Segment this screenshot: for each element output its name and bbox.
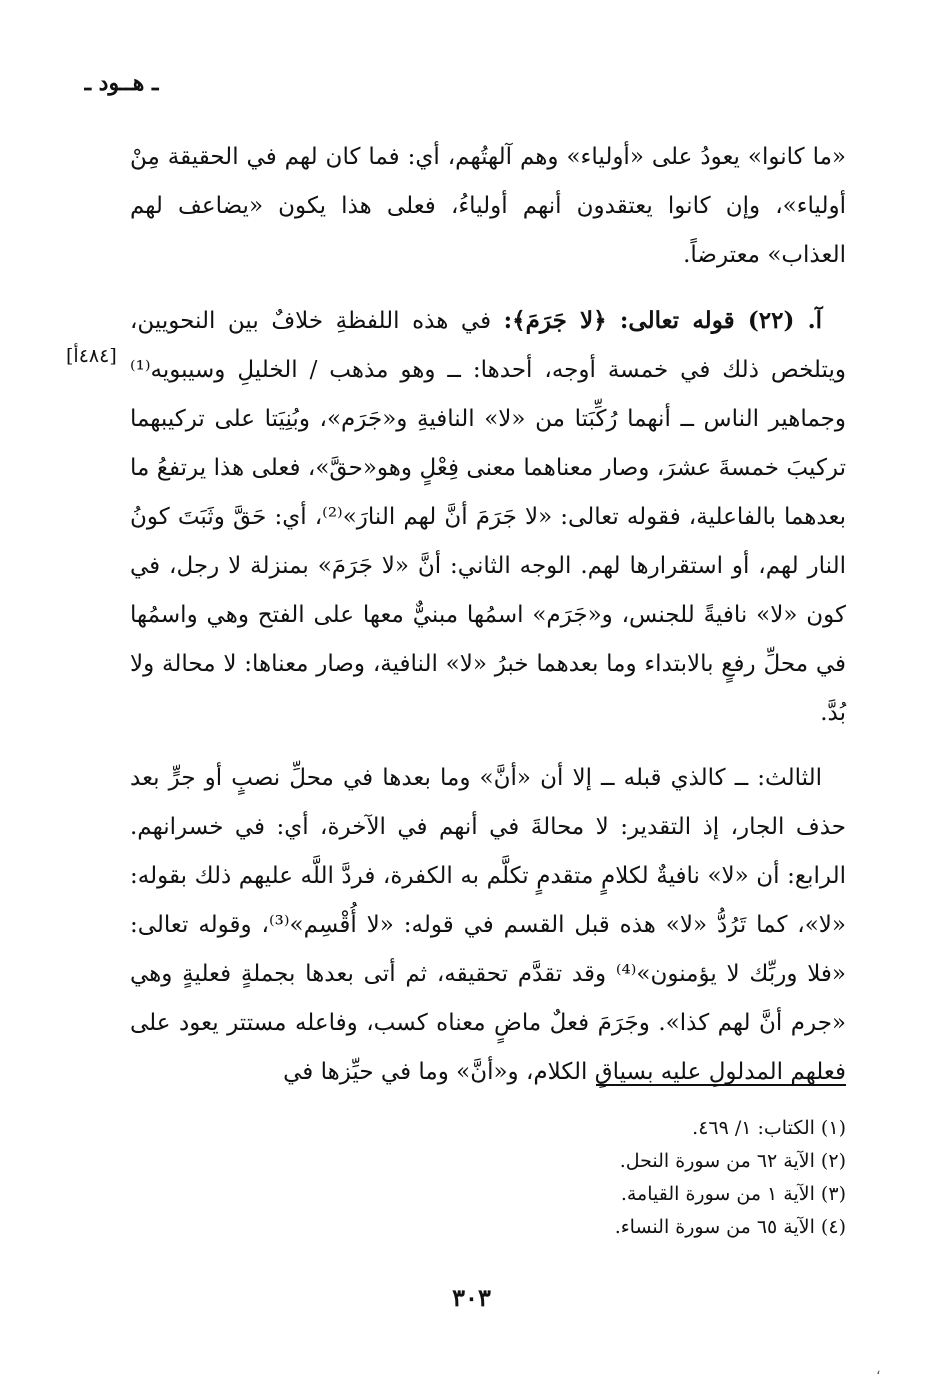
footnote-2: (٢) الآية ٦٢ من سورة النحل.: [619, 1150, 846, 1172]
paragraph-1: «ما كانوا» يعودُ على «أولياء» وهم آلهتُهم، أي: فما كان لهم في الحقيقة مِنْ أولياء»، وإن كانوا يعتقدون أنهم أولياءُ، فعلى هذا يكون «يضاعف لهم العذاب» معترضاً.: [130, 144, 846, 268]
footnote-3: (٣) الآية ١ من سورة القيامة.: [620, 1183, 846, 1205]
footnote-4: (٤) الآية ٦٥ من سورة النساء.: [614, 1216, 846, 1238]
running-header: ـ هــود ـ: [84, 70, 159, 96]
footnote-1: (١) الكتاب: ١/ ٤٦٩.: [692, 1117, 846, 1139]
corner-mark: ،: [876, 1362, 881, 1378]
verse-heading: آ. (٢٢) قوله تعالى: ﴿لا جَرَمَ﴾:: [503, 307, 823, 334]
paragraph-3: الثالث: ــ كالذي قبله ــ إلا أن «أنَّ» وما بعدها في محلِّ نصبٍ أو جرٍّ بعد حذف الجار، إذ التقدير: لا محالةَ في أنهم في الآخرة، أي: في خسرانهم. الرابع: أن «لا» نافيةٌ لكلامٍ متقدمٍ تكلَّم به الكفرة، فردَّ اللَّه عليهم ذلك بقوله: «لا»، كما تَرُدُّ «لا» هذه قبل القسم في قوله: «لا أُقْسِم»⁽³⁾، وقوله تعالى: «فلا وربِّك لا يؤمنون»⁽⁴⁾ وقد تقدَّم تحقيقه، ثم أتى بعدها بجملةٍ فعليةٍ وهي «جرم أنَّ لهم كذا». وجَرَمَ فعلٌ ماضٍ معناه كسب، وفاعله مستتر يعود على فعلهم المدلولِ عليه بسياقِ الكلام، و«أنَّ» وما في حيِّزها في: [130, 765, 846, 1085]
manuscript-folio-note: [٤٨٤أ]: [66, 345, 117, 367]
footnote-separator: [596, 1084, 846, 1086]
page-number: ٣٠٣: [452, 1283, 491, 1312]
footnotes: [430, 1112, 846, 1244]
paragraph-2-text: في هذه اللفظةِ خلافٌ بين النحويين، ويتلخص ذلك في خمسة أوجه، أحدها: ــ وهو مذهب / الخليلِ وسيبويه⁽¹⁾ وجماهير الناس ــ أنهما رُكِّبَتا من «لا» النافيةِ و«جَرَم»، وبُنِيَتا على تركيبهما تركيبَ خمسةَ عشرَ، وصار معناهما معنى فِعْلٍ وهو«حقَّ»، فعلى هذا يرتفعُ ما بعدهما بالفاعلية، فقوله تعالى: «لا جَرَمَ أنَّ لهم النارَ»⁽²⁾، أي: حَقَّ وثَبَتَ كونُ النار لهم، أو استقرارها لهم. الوجه الثاني: أنَّ «لا جَرَمَ» بمنزلة لا رجل، في كون «لا» نافيةً للجنس، و«جَرَم» اسمُها مبنيٌّ معها على الفتح وهي واسمُها في محلِّ رفعٍ بالابتداء وما بعدهما خبرُ «لا» النافية، وصار معناها: لا محالة ولا بُدَّ.: [130, 308, 846, 726]
main-text: [130, 133, 846, 1097]
paragraph-2: [130, 296, 846, 738]
